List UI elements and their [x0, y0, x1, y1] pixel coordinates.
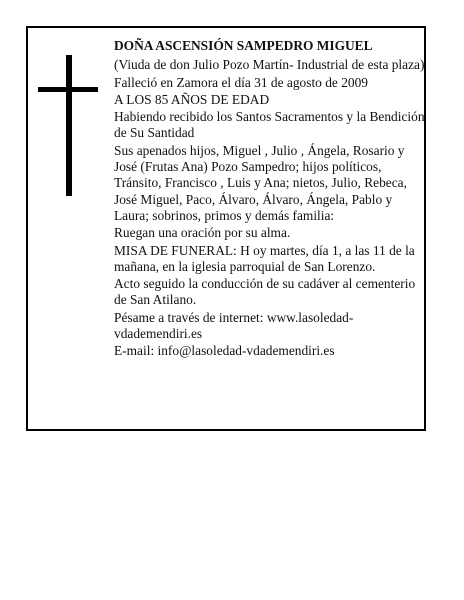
condolence-line: Pésame a través de internet: www.lasoledad-vdademendiri.es — [114, 309, 354, 342]
family-line: Sus apenados hijos, Miguel , Julio , Ángela, Rosario y José (Frutas Ana) Pozo Sampedro; hijos políticos, Tránsito, Francisco , Luis y Ana; nietos, Julio, Rebeca, José Miguel, Paco, Álvaro, Álvaro, Ángela, Pablo y Laura; sobrinos, primos y demás familia: — [114, 142, 407, 223]
widow-line: (Viuda de don Julio Pozo Martín- Industrial de esta plaza) — [114, 57, 425, 73]
cross-icon-horizontal-bar — [38, 87, 98, 92]
age-line: A LOS 85 AÑOS DE EDAD — [114, 91, 270, 107]
deceased-name: DOÑA ASCENSIÓN SAMPEDRO MIGUEL — [114, 38, 373, 53]
prayer-line: Ruegan una oración por su alma. — [114, 225, 291, 241]
obituary-text — [114, 38, 426, 361]
email-line: E-mail: info@lasoledad-vdademendiri.es — [114, 343, 335, 359]
funeral-mass-line: MISA DE FUNERAL: H oy martes, día 1, a las 11 de la mañana, en la iglesia parroquial de San Lorenzo. — [114, 242, 415, 274]
burial-line: Acto seguido la conducción de su cadáver al cementerio de San Atilano. — [114, 276, 416, 308]
death-date-line: Falleció en Zamora el día 31 de agosto de 2009 — [114, 74, 368, 90]
sacraments-line: Habiendo recibido los Santos Sacramentos y la Bendición de Su Santidad — [114, 109, 425, 141]
cross-icon-vertical-bar — [66, 55, 72, 196]
